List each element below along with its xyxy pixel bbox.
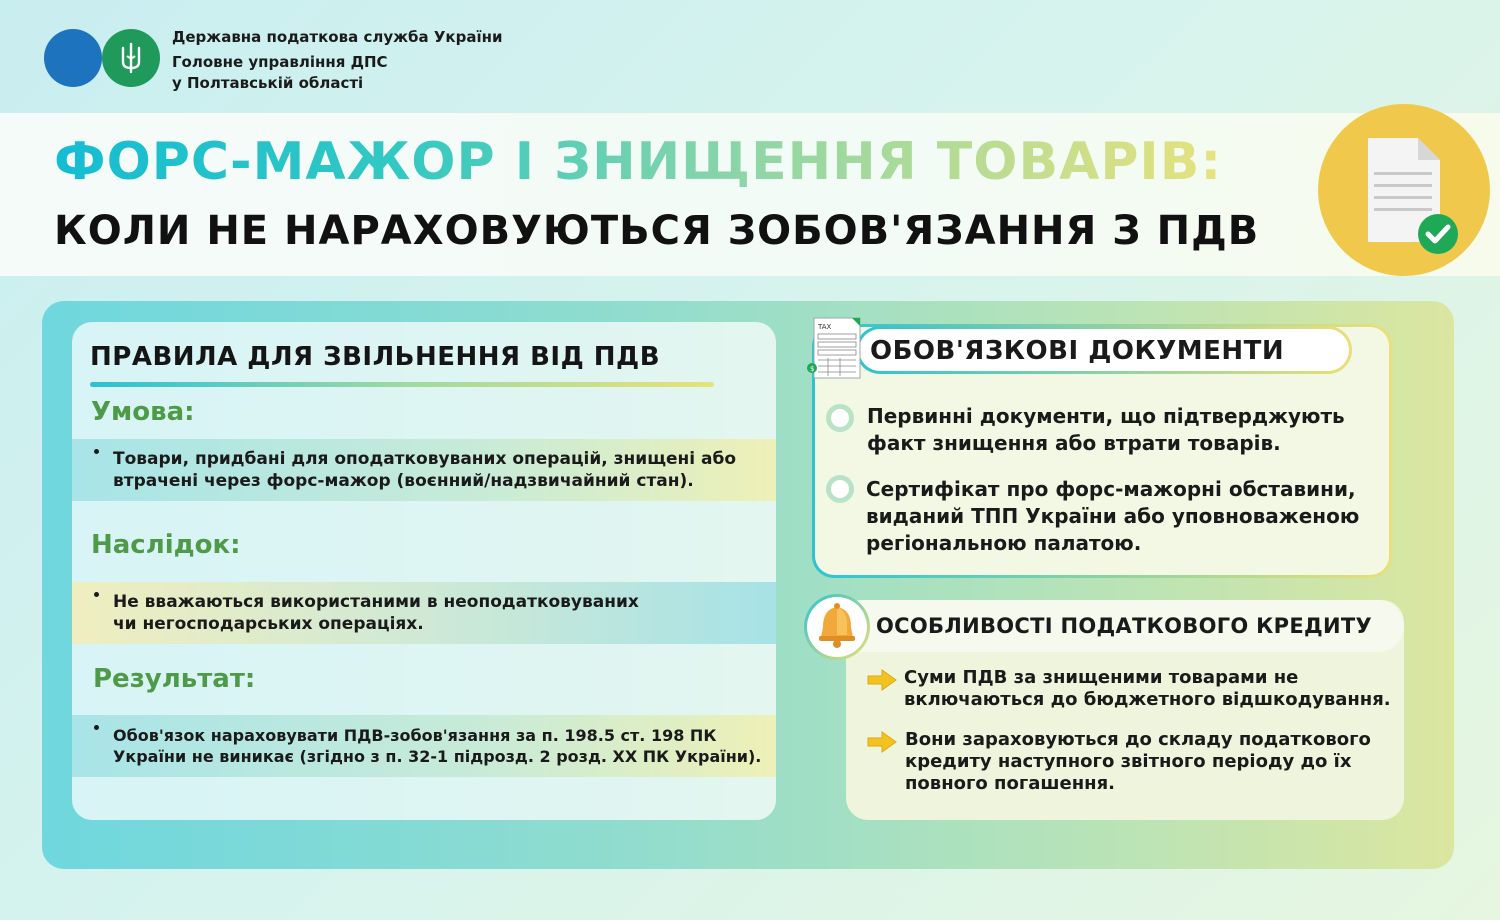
logo-blue-circle — [44, 29, 102, 87]
condition-line-1: Товари, придбані для оподатковуваних операцій, знищені або — [113, 449, 737, 469]
consequence-label: Наслідок: — [91, 530, 241, 560]
org-line-1: Державна податкова служба України — [172, 28, 503, 46]
document-item-2-line-1: Сертифікат про форс-мажорні обставини, — [866, 477, 1356, 501]
credit-item-2-line-2: кредиту наступного звітного періоду до їх — [905, 751, 1352, 772]
arrow-right-icon — [866, 731, 898, 753]
credit-item-2 — [905, 729, 1371, 795]
document-item-1-line-1: Первинні документи, що підтверджують — [867, 404, 1345, 428]
credit-item-1-line-1: Суми ПДВ за знищеними товарами не — [904, 667, 1299, 688]
rules-title: ПРАВИЛА ДЛЯ ЗВІЛЬНЕННЯ ВІД ПДВ — [90, 342, 661, 372]
org-line-3: у Полтавській області — [172, 74, 364, 92]
bullet-dot — [94, 449, 99, 454]
document-item-2-line-2: виданий ТПП України або уповноваженою — [866, 504, 1360, 528]
bell-icon — [804, 594, 870, 660]
result-text — [113, 725, 761, 767]
consequence-line-1: Не вважаються використаними в неоподатковуваних — [113, 592, 639, 612]
rules-title-underline — [90, 382, 714, 387]
document-item-1-line-2: факт знищення або втрати товарів. — [867, 431, 1281, 455]
result-line-1: Обов'язок нараховувати ПДВ-зобов'язання за п. 198.5 ст. 198 ПК — [113, 726, 717, 745]
document-item-2-line-3: регіональною палатою. — [866, 531, 1142, 555]
result-band — [72, 715, 776, 777]
dps-logo-icon — [44, 29, 164, 87]
trident-icon — [119, 42, 143, 74]
page-subtitle: КОЛИ НЕ НАРАХОВУЮТЬСЯ ЗОБОВ'ЯЗАННЯ З ПДВ — [54, 208, 1260, 254]
credit-item-1-line-2: включаються до бюджетного відшкодування. — [904, 689, 1391, 710]
consequence-line-2: чи негосподарських операціях. — [113, 614, 424, 634]
document-item-1 — [867, 403, 1345, 457]
list-marker-ring — [826, 475, 854, 503]
document-check-icon — [1318, 104, 1490, 276]
consequence-band — [72, 582, 776, 644]
result-label: Результат: — [93, 664, 256, 694]
list-marker-ring — [826, 404, 854, 432]
page-title: ФОРС-МАЖОР І ЗНИЩЕННЯ ТОВАРІВ: — [54, 132, 1223, 192]
organization-name — [172, 27, 502, 94]
credit-item-2-line-3: повного погашення. — [905, 773, 1115, 794]
condition-line-2: втрачені через форс-мажор (воєнний/надзвичайний стан). — [113, 471, 694, 491]
bullet-dot — [94, 592, 99, 597]
org-line-2: Головне управління ДПС — [172, 53, 388, 71]
condition-text — [113, 448, 736, 492]
consequence-text — [113, 591, 639, 635]
svg-text:TAX: TAX — [818, 323, 832, 331]
bullet-dot — [94, 725, 99, 730]
documents-title: ОБОВ'ЯЗКОВІ ДОКУМЕНТИ — [870, 336, 1285, 366]
svg-text:$: $ — [810, 365, 815, 373]
logo-green-circle — [102, 29, 160, 87]
credit-item-2-line-1: Вони зараховуються до складу податкового — [905, 729, 1371, 750]
result-line-2: України не виникає (згідно з п. 32-1 підрозд. 2 розд. XX ПК України). — [113, 747, 762, 766]
credit-title: ОСОБЛИВОСТІ ПОДАТКОВОГО КРЕДИТУ — [876, 614, 1372, 638]
condition-band — [72, 439, 776, 501]
credit-item-1 — [904, 667, 1391, 711]
condition-label: Умова: — [91, 397, 195, 427]
document-item-2 — [866, 476, 1359, 557]
arrow-right-icon — [866, 669, 898, 691]
tax-form-icon — [806, 316, 864, 382]
